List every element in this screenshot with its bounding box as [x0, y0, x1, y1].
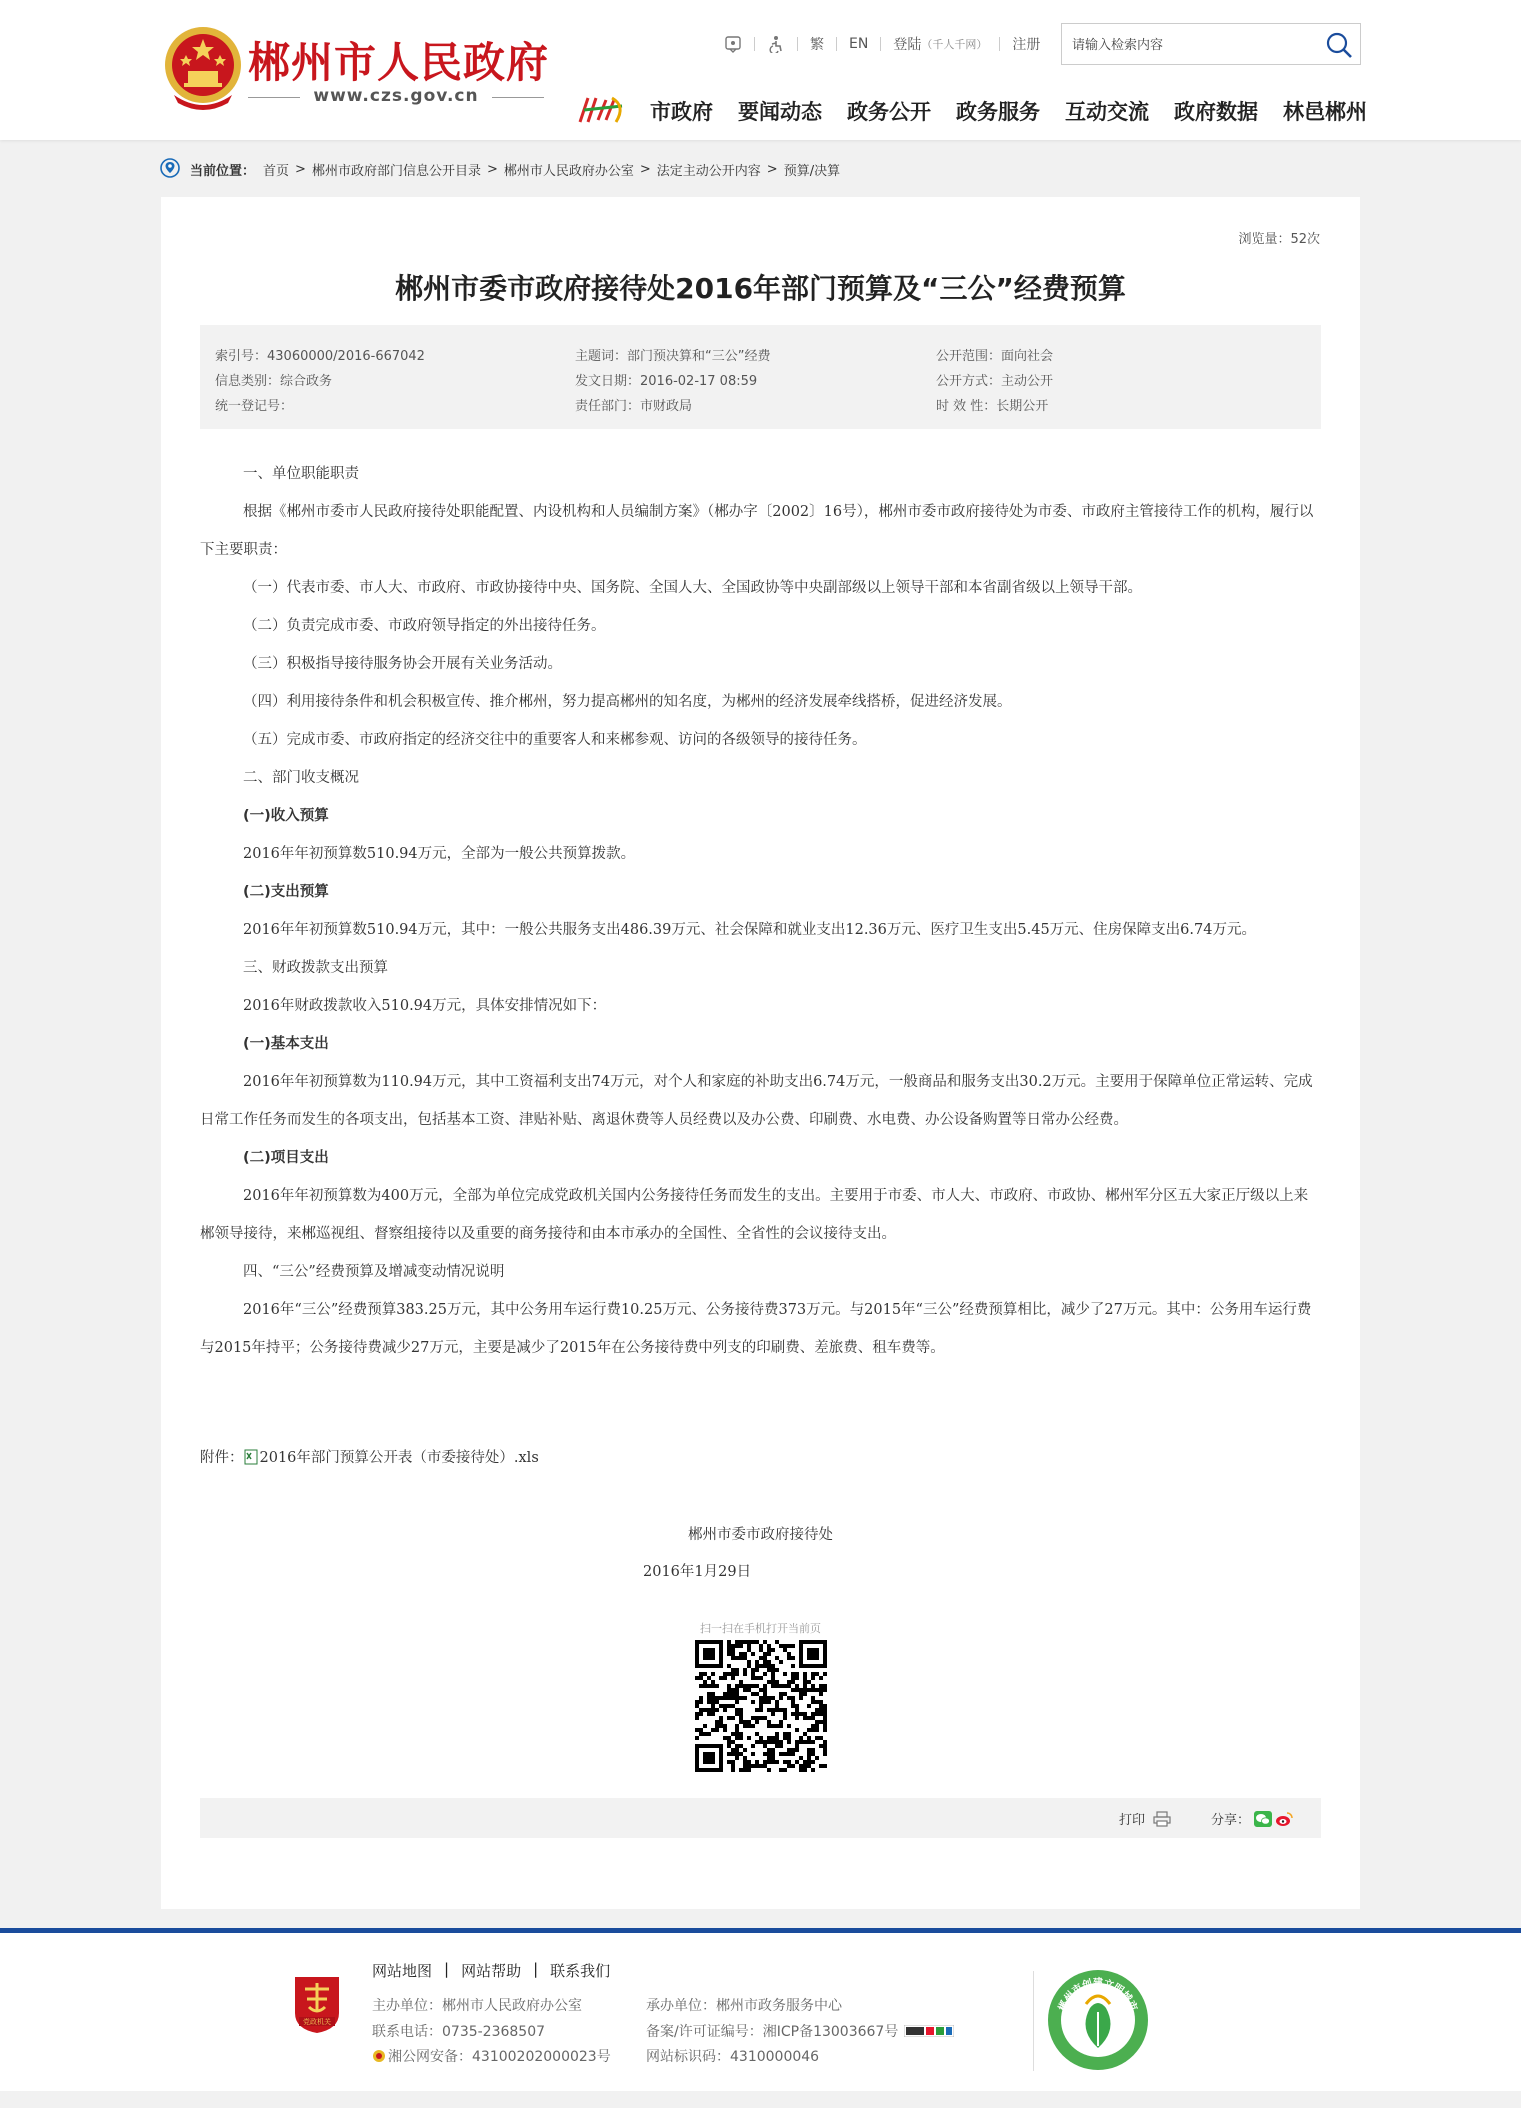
- section-subheading: (一)基本支出: [243, 1036, 329, 1052]
- footer-divider: [1033, 1971, 1034, 2071]
- article-body: [200, 455, 1321, 1367]
- english-link[interactable]: EN: [849, 36, 869, 52]
- footer-phone: 联系电话：0735-2368507: [372, 2024, 546, 2040]
- nav-item-gov-services[interactable]: 政务服务: [956, 100, 1040, 124]
- party-gov-emblem-icon[interactable]: [291, 1973, 343, 2035]
- footer-link-sitemap[interactable]: 网站地图: [372, 1962, 433, 1980]
- excel-file-icon: [244, 1449, 258, 1465]
- qr-code-icon: [695, 1640, 827, 1772]
- meta-subject: 主题词：部门预决算和“三公”经费: [575, 349, 771, 364]
- footer-link-contact[interactable]: 联系我们: [550, 1962, 611, 1980]
- meta-method: 公开方式：主动公开: [936, 374, 1054, 389]
- footer-icp-text: 备案/许可证编号：湘ICP备13003667号: [646, 2024, 899, 2040]
- breadcrumb-label: 当前位置：: [190, 163, 256, 179]
- meta-reg-no: 统一登记号：: [215, 399, 294, 414]
- section-subheading: (二)支出预算: [243, 884, 329, 900]
- breadcrumb-sep: >: [486, 161, 498, 177]
- bottom-strip: [0, 2091, 1521, 2108]
- location-pin-icon: [160, 158, 180, 180]
- article-paragraph: 根据《郴州市委市人民政府接待处职能配置、内设机构和人员编制方案》（郴办字〔2002〕16号），郴州市委市政府接待处为市委、市政府主管接待工作的机构，履行以下主要职责：: [200, 504, 1314, 558]
- footer-link-sep: |: [533, 1960, 539, 1978]
- share-label: 分享：: [1211, 1813, 1251, 1828]
- emblem-caption: 党政机关: [303, 2018, 331, 2026]
- breadcrumb-sep: >: [295, 161, 306, 177]
- cnzz-badge-icon[interactable]: [904, 2025, 954, 2037]
- article-paragraph: 2016年财政拨款收入510.94万元，具体安排情况如下：: [243, 998, 607, 1014]
- breadcrumb-item-budget[interactable]: 预算/决算: [783, 163, 841, 179]
- meta-validity: 时 效 性：长期公开: [936, 399, 1049, 414]
- share-group: [1211, 1809, 1293, 1828]
- login-sub-label: （千人千网）: [921, 38, 988, 51]
- police-badge-icon: [372, 2049, 386, 2063]
- attachment: [200, 1446, 539, 1467]
- breadcrumb-item-catalog[interactable]: 郴州市政府部门信息公开目录: [311, 163, 481, 179]
- badge-caption: 郴州市创建文明城市: [1057, 1978, 1139, 2013]
- section-subheading: (一)收入预算: [243, 808, 329, 824]
- article-paragraph: 2016年年初预算数为400万元，全部为单位完成党政机关国内公务接待任务而发生的支出。主要用于市委、市人大、市政府、市政协、郴州军分区五大家正厅级以上来郴领导接待，来郴巡视组、督察组接待以及重要的商务接待和由本市承办的全国性、全省性的会议接待支出。: [200, 1188, 1309, 1242]
- article-paragraph: （二）负责完成市委、市政府领导指定的外出接待任务。: [243, 618, 606, 634]
- print-label: 打印: [1119, 1813, 1146, 1828]
- footer-site-id: 网站标识码：4310000046: [646, 2049, 820, 2065]
- article-paragraph: 三、财政拨款支出预算: [243, 960, 388, 976]
- breadcrumb-item-statutory[interactable]: 法定主动公开内容: [656, 163, 761, 179]
- attachment-link[interactable]: 2016年部门预算公开表（市委接待处）.xls: [259, 1450, 539, 1466]
- tool-divider: [999, 37, 1000, 51]
- attachment-label: 附件：: [200, 1450, 244, 1466]
- footer-undertaker: 承办单位：郴州市政务服务中心: [646, 1998, 842, 2014]
- accessibility-icon[interactable]: [767, 35, 785, 53]
- footer-police-text: 湘公网安备：43100202000023号: [388, 2049, 611, 2065]
- url-divider-left: [248, 97, 300, 98]
- meta-scope: 公开范围：面向社会: [936, 349, 1054, 364]
- site-footer: [0, 1933, 1521, 2091]
- search-box: [1061, 23, 1361, 65]
- breadcrumb-sep: >: [639, 161, 651, 177]
- article-paragraph: （四）利用接待条件和机会积极宣传、推介郴州，努力提高郴州的知名度，为郴州的经济发展牵线搭桥，促进经济发展。: [243, 694, 1012, 710]
- printer-icon: [1153, 1811, 1171, 1827]
- tool-divider: [836, 37, 837, 51]
- share-bar: [200, 1798, 1321, 1838]
- article-container: [161, 197, 1360, 1909]
- signature-date: 2016年1月29日: [643, 1564, 752, 1580]
- elder-mode-icon[interactable]: [724, 35, 742, 53]
- article-meta: [200, 325, 1321, 429]
- article-paragraph: 2016年“三公”经费预算383.25万元，其中公务用车运行费10.25万元、公务接待费373万元。与2015年“三公”经费预算相比，减少了27万元。其中：公务用车运行费与2015年持平；公务接待费减少27万元，主要是减少了2015年在公务接待费中列支的印刷费、差旅费、租车费等。: [200, 1302, 1312, 1356]
- signature-org: 郴州市委市政府接待处: [688, 1527, 833, 1543]
- article-paragraph: 二、部门收支概况: [243, 770, 359, 786]
- footer-icp[interactable]: [646, 2021, 954, 2041]
- article-paragraph: 一、单位职能职责: [243, 466, 359, 482]
- footer-host: 主办单位：郴州市人民政府办公室: [372, 1998, 582, 2014]
- article-paragraph: 2016年年初预算数510.94万元，其中：一般公共服务支出486.39万元、社会保障和就业支出12.36万元、医疗卫生支出5.45万元、住房保障支出6.74万元。: [243, 922, 1256, 938]
- article-paragraph: （五）完成市委、市政府指定的经济交往中的重要客人和来郴参观、访问的各级领导的接待任务。: [243, 732, 867, 748]
- footer-police-record[interactable]: [372, 2046, 611, 2066]
- meta-date: 发文日期：2016-02-17 08:59: [575, 374, 758, 389]
- print-button[interactable]: [1119, 1809, 1171, 1828]
- nav-item-linyi-chenzhou[interactable]: 林邑郴州: [1283, 100, 1367, 124]
- header-tools: [724, 34, 1052, 54]
- article-paragraph: 2016年年初预算数510.94万元，全部为一般公共预算拨款。: [243, 846, 636, 862]
- breadcrumb-item-office[interactable]: 郴州市人民政府办公室: [503, 163, 634, 179]
- nav-item-gov-data[interactable]: 政府数据: [1174, 100, 1258, 124]
- breadcrumb-item-home[interactable]: 首页: [263, 163, 290, 179]
- qr-hint: 扫一扫在手机打开当前页: [700, 1622, 821, 1635]
- nav-item-news[interactable]: 要闻动态: [738, 100, 822, 124]
- site-url-text: www.czs.gov.cn: [313, 86, 479, 106]
- footer-link-sep: |: [444, 1960, 450, 1978]
- login-label: 登陆: [893, 37, 922, 53]
- linyi-logo-icon: [576, 92, 628, 130]
- article-paragraph: 四、“三公”经费预算及增减变动情况说明: [243, 1264, 505, 1280]
- meta-dept: 责任部门：市财政局: [575, 399, 693, 414]
- site-name[interactable]: 郴州市人民政府: [248, 38, 550, 87]
- article-paragraph: （三）积极指导接待服务协会开展有关业务活动。: [243, 656, 562, 672]
- nav-item-city-gov[interactable]: 市政府: [650, 100, 713, 124]
- traditional-chinese-link[interactable]: 繁: [810, 37, 824, 53]
- tool-divider: [754, 37, 755, 51]
- article-paragraph: （一）代表市委、市人大、市政府、市政协接待中央、国务院、全国人大、全国政协等中央副部级以上领导干部和本省副省级以上领导干部。: [243, 580, 1142, 596]
- register-link[interactable]: 注册: [1012, 37, 1041, 53]
- article-paragraph: 2016年年初预算数为110.94万元，其中工资福利支出74万元，对个人和家庭的补助支出6.74万元，一般商品和服务支出30.2万元。主要用于保障单位正常运转、完成日常工作任务而发生的各项支出，包括基本工资、津贴补贴、离退休费等人员经费以及办公费、印刷费、水电费、办公设备购置等日常办公经费。: [200, 1074, 1313, 1128]
- main-nav: [650, 96, 1392, 126]
- tool-divider: [880, 37, 881, 51]
- site-header: [0, 0, 1521, 140]
- national-emblem-icon[interactable]: [162, 25, 244, 111]
- footer-links: [372, 1960, 610, 1981]
- weibo-icon[interactable]: [1275, 1811, 1293, 1827]
- meta-category: 信息类别：综合政务: [215, 374, 333, 389]
- nav-item-gov-affairs[interactable]: 政务公开: [847, 100, 931, 124]
- footer-link-help[interactable]: 网站帮助: [461, 1962, 522, 1980]
- url-divider-right: [492, 97, 544, 98]
- login-link[interactable]: [893, 34, 987, 54]
- breadcrumb-sep: >: [766, 161, 778, 177]
- section-subheading: (二)项目支出: [243, 1150, 329, 1166]
- breadcrumb: [160, 158, 840, 180]
- civilized-city-badge-icon[interactable]: [1046, 1968, 1150, 2072]
- wechat-icon[interactable]: [1254, 1811, 1272, 1827]
- search-input[interactable]: [1072, 34, 1312, 56]
- meta-index-no: 索引号：43060000/2016-667042: [215, 349, 425, 364]
- tool-divider: [797, 37, 798, 51]
- article-title: 郴州市委市政府接待处2016年部门预算及“三公”经费预算: [395, 272, 1126, 305]
- view-count: 浏览量：52次: [1238, 232, 1320, 247]
- site-url: [248, 86, 544, 106]
- nav-item-interaction[interactable]: 互动交流: [1065, 100, 1149, 124]
- search-icon[interactable]: [1324, 30, 1354, 60]
